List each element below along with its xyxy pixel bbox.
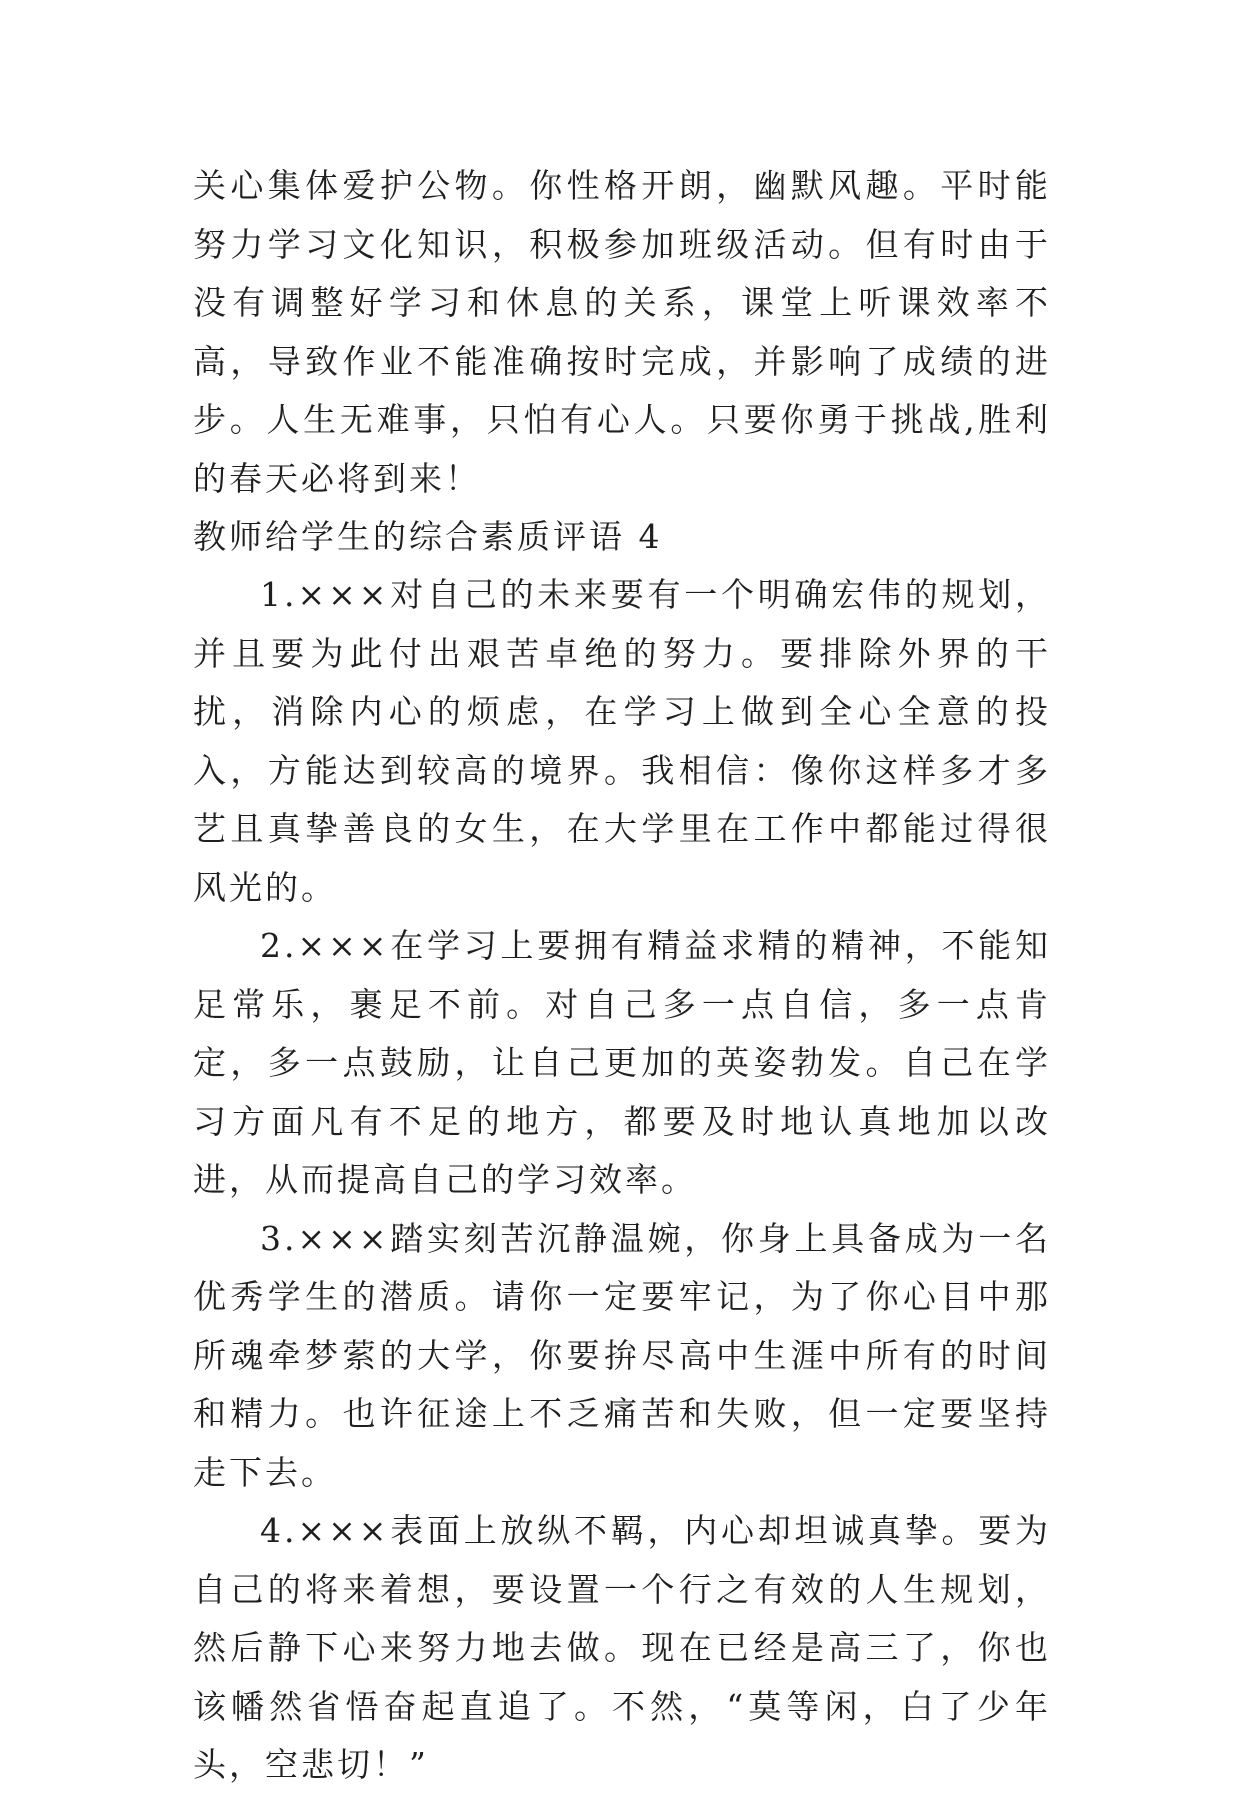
comment-paragraph-1: 1.×××对自己的未来要有一个明确宏伟的规划，并且要为此付出艰苦卓绝的努力。要排除外界的干扰，消除内心的烦虑，在学习上做到全心全意的投入，方能达到较高的境界。我相信：像你这样多才多艺且真挚善良的女生，在大学里在工作中都能过得很风光的。 xyxy=(193,575,1051,907)
continuation-paragraph: 关心集体爱护公物。你性格开朗，幽默风趣。平时能努力学习文化知识，积极参加班级活动。但有时由于没有调整好学习和休息的关系，课堂上听课效率不高，导致作业不能准确按时完成，并影响了成绩的进步。人生无难事，只怕有心人。只要你勇于挑战,胜利的春天必将到来！ xyxy=(193,166,1051,498)
comment-paragraph-4: 4.×××表面上放纵不羁，内心却坦诚真挚。要为自己的将来着想，要设置一个行之有效的人生规划，然后静下心来努力地去做。现在已经是高三了，你也该幡然省悟奋起直追了。不然，“莫等闲，白了少年头，空悲切！” xyxy=(193,1511,1051,1784)
comment-paragraph-2: 2.×××在学习上要拥有精益求精的精神，不能知足常乐，裹足不前。对自己多一点自信，多一点肯定，多一点鼓励，让自己更加的英姿勃发。自己在学习方面凡有不足的地方，都要及时地认真地加以改进，从而提高自己的学习效率。 xyxy=(193,926,1051,1199)
comment-paragraph-3: 3.×××踏实刻苦沉静温婉，你身上具备成为一名优秀学生的潜质。请你一定要牢记，为了你心目中那所魂牵梦萦的大学，你要拚尽高中生涯中所有的时间和精力。也许征途上不乏痛苦和失败，但一定要坚持走下去。 xyxy=(193,1218,1051,1492)
continuation-paragraph-block xyxy=(193,157,1051,508)
section-body xyxy=(193,566,1051,1795)
section-title: 教师给学生的综合素质评语 4 xyxy=(193,517,663,556)
section-title-block xyxy=(193,508,1051,567)
